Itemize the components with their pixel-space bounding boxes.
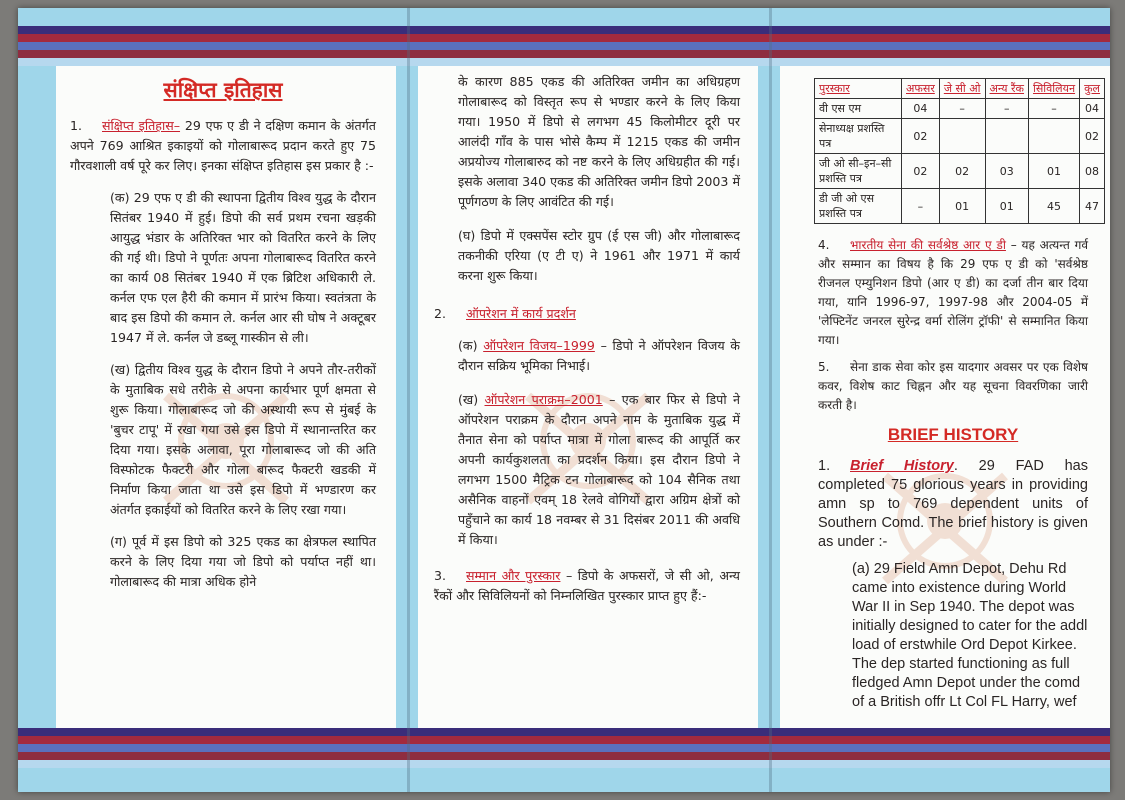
- table-cell: 01: [985, 189, 1028, 224]
- table-header: जे सी ओ: [939, 79, 985, 99]
- brief-history-title: BRIEF HISTORY: [887, 425, 1019, 444]
- table-cell: 02: [1080, 119, 1105, 154]
- paragraph-gha: (घ) डिपो में एक्सपेंस स्टोर ग्रुप (ई एस जी) और गोलाबारूद तकनीकी एरिया (ए टी ए) ने 1961 और 1971 में कार्य करना शुरू किया।: [458, 228, 740, 283]
- table-cell: 47: [1080, 189, 1105, 224]
- panel-title: संक्षिप्त इतिहास: [163, 78, 283, 102]
- table-cell: 02: [902, 119, 940, 154]
- table-header: अन्य रैंक: [985, 79, 1028, 99]
- top-stripe-band: [18, 26, 1110, 66]
- table-cell: –: [939, 99, 985, 119]
- table-cell: –: [985, 99, 1028, 119]
- paragraph-ka: (क) 29 एफ ए डी की स्थापना द्वितीय विश्व युद्ध के दौरान सितंबर 1940 में हुई। डिपो की सर्व प्रथम रचना खड़की आयुद्ध भंडार के अतिरिक्त भार को वितरित करने के लिए की गई थी। डिपो ने पूर्णतः अपना गोलाबारूद वितरित करने का कार्य 08 सितंबर 1940 में एक ब्रिटिश अधिकारी ले. कर्नल एफ एल हैरी की कमान में प्रारंभ किया। स्वतंत्रता के बाद इस डिपो की कमान ले. कर्नल आर सी घोष ने अक्टूबर 1947 में ले. कर्नल जे डब्लू गास्कीन से ली।: [110, 190, 376, 345]
- table-row: [815, 119, 1105, 154]
- table-row: [815, 154, 1105, 189]
- table-header: अफसर: [902, 79, 940, 99]
- paragraph-kha: (ख) द्वितीय विश्व युद्ध के दौरान डिपो ने अपने तौर-तरीकों के मुताबिक सधे तरीके से अपना कार्यभार पूर्ण क्षमता से शुरू किया। गोलाबारूद जो की अस्थायी रूप से मुंबई के 'बुचर टापू' में रखा गया उसे इस डिपो में स्थानान्तरित कर दिया गया। इसके अलावा, पूरा गोलाबारूद जो की अति विस्फोटक फैक्टरी और गोला बारूद फैक्टरी खडकी में निर्माण किया जाता था उसे इस डिपो में भण्डारण कर अंतर्गत इकाईयों को वितरित करने के लिए रखा गया।: [110, 362, 376, 517]
- awards-table: [814, 78, 1105, 224]
- table-header: सिविलियन: [1029, 79, 1080, 99]
- table-cell: –: [1029, 99, 1080, 119]
- table-header-row: [815, 79, 1105, 99]
- table-cell: डी जी ओ एस प्रशस्ति पत्र: [815, 189, 902, 224]
- paragraph-ga: (ग) पूर्व में इस डिपो को 325 एकड का क्षेत्रफल स्थापित करने के लिए दिया गया जो डिपो को पर्याप्त नहीं था। गोलाबारूद की मात्रा अधिक होने: [110, 534, 376, 589]
- table-cell: –: [902, 189, 940, 224]
- table-cell: 04: [902, 99, 940, 119]
- table-cell: 02: [902, 154, 940, 189]
- table-cell: सेनाध्यक्ष प्रशस्ति पत्र: [815, 119, 902, 154]
- table-cell: 03: [985, 154, 1028, 189]
- section-3: 3. सम्मान और पुरस्कार – डिपो के अफसरों, जे सी ओ, अन्य रैंकों और सिविलियनों को निम्नलिखित पुरस्कार प्राप्त हुए हैं:-: [434, 568, 740, 603]
- brief-history-section-1: 1. Brief History. 29 FAD has completed 75 glorious years in providing amn sp to 769 dependent units of Southern Comd. The brief history is given as under :-: [818, 458, 1088, 550]
- paragraph-continued: के कारण 885 एकड की अतिरिक्त जमीन का अधिग्रहण गोलाबारूद को विस्तृत रूप से भण्डार करने के लिए किया गया। 1950 में डिपो से लगभग 45 किलोमीटर दूरी पर आलंदी गाँव के पास भोसे कैम्प में 1215 एकड की जमीन अप्रयोज्य गोलाबारुद को नष्ट करने के लिए अधिग्रहीत की गई। इसके अलावा 340 एकड की अतिरिक्त जमीन डिपो 2003 में पूर्णगठण के लिए आवंटित की गई।: [458, 74, 740, 209]
- section-4: 4. भारतीय सेना की सर्वश्रेष्ठ आर ए डी – यह अत्यन्त गर्व और सम्मान का विषय है कि 29 एफ ए डी को 'सर्वश्रेष्ठ रीजनल एम्युनिशन डिपो (आर ए डी) का दर्जा तीन बार दिया गया, यानि 1996-97, 1997-98 और 2004-05 में 'लेफ्टिनेंट जनरल सुरेन्द्र वर्मा रोलिंग ट्रॉफी' से सम्मानित किया गया।: [818, 238, 1088, 347]
- fold-line: [407, 8, 410, 792]
- table-header: कुल: [1080, 79, 1105, 99]
- panel-left: [56, 66, 396, 728]
- section-5: 5. सेना डाक सेवा कोर इस यादगार अवसर पर एक विशेष कवर, विशेष काट चिह्नन और यह सूचना विवरणिका जारी करती है।: [818, 360, 1088, 412]
- table-cell: 02: [939, 154, 985, 189]
- panel-middle: [418, 66, 758, 728]
- table-header: पुरस्कार: [815, 79, 902, 99]
- section-2: 2. ऑपरेशन में कार्य प्रदर्शन: [434, 306, 576, 321]
- table-cell: 08: [1080, 154, 1105, 189]
- operation-vijay: (क) ऑपरेशन विजय–1999 – डिपो ने ऑपरेशन विजय के दौरान सक्रिय भूमिका निभाई।: [458, 338, 740, 373]
- section-1: 1. संक्षिप्त इतिहास– 29 एफ ए डी ने दक्षिण कमान के अंतर्गत अपने 769 आश्रित इकाइयों को गोलाबारूद प्रदान करते हुए 75 गौरवशाली वर्ष पूरे कर लिए। इनका संक्षिप्त इतिहास इस प्रकार है :-: [70, 118, 376, 173]
- table-cell: [1029, 119, 1080, 154]
- fold-line: [769, 8, 772, 792]
- panel-right: [780, 66, 1110, 728]
- brochure-sheet: [18, 8, 1110, 792]
- table-cell: 01: [939, 189, 985, 224]
- table-cell: वी एस एम: [815, 99, 902, 119]
- bottom-stripe-band: [18, 728, 1110, 768]
- table-row: [815, 189, 1105, 224]
- table-cell: 04: [1080, 99, 1105, 119]
- table-cell: 01: [1029, 154, 1080, 189]
- table-row: [815, 99, 1105, 119]
- brief-history-paragraph-a: (a) 29 Field Amn Depot, Dehu Rd came into existence during World War II in Sep 1940. The depot was initially designed to cater for the addl load of erstwhile Ord Depot Kirkee. The dep started functioning as full fledged Amn Depot under the comd of a British offr Lt Col FL Harry, wef: [852, 561, 1088, 710]
- table-cell: जी ओ सी–इन–सी प्रशस्ति पत्र: [815, 154, 902, 189]
- table-cell: [939, 119, 985, 154]
- table-cell: [985, 119, 1028, 154]
- table-cell: 45: [1029, 189, 1080, 224]
- operation-parakram: (ख) ऑपरेशन पराक्रम–2001 – एक बार फिर से डिपो ने ऑपरेशन पराक्रम के दौरान अपने नाम के मुताबिक युद्ध में तैनात सेना को पर्याप्त मात्रा में गोला बारूद की आपूर्ति कर अपनी कार्यकुशलता का प्रदर्शन किया। इस दौरान डिपो ने लगभग 1500 मैट्रिक टन गोलाबारूद को 104 सैनिक तथा असैनिक वाहनों एवम् 18 रेलवे वोगियों द्वारा अग्रिम क्षेत्रों को पहुँचाने का कार्य 18 नवम्बर से 31 दिसंबर 2011 की अवधि में किया।: [458, 392, 740, 547]
